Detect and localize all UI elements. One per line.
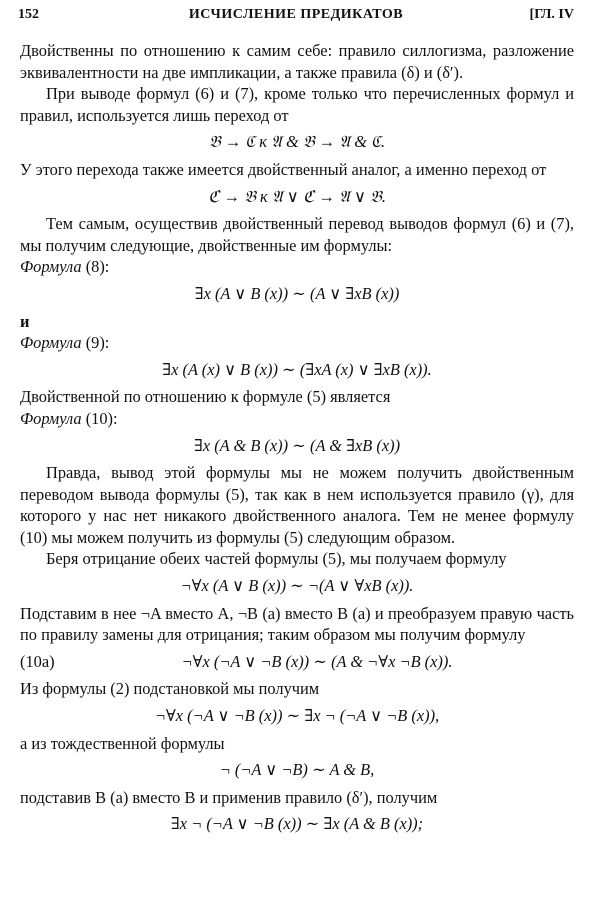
paragraph-dual-translation: Тем самым, осуществив двойственный перевод выводов формул (6) и (7), мы получим следующие, двойственные им формулы: [20, 214, 574, 255]
chapter-marker: [ГЛ. IV [529, 7, 574, 22]
formula-8-label: Формула (8): [20, 257, 110, 277]
formula-10a-row [20, 651, 574, 673]
paragraph-from-formula-2: Из формулы (2) подстановкой мы получим [20, 679, 320, 699]
conjunction-and: и [20, 311, 30, 331]
paragraph-duality-rules: Двойственны по отношению к самим себе: правило силлогизма, разложение эквивалентности на две импликации, а также правила (δ) и (δ′). [20, 41, 574, 82]
formula-from-2: ¬∀x (¬A ∨ ¬B (x)) ∼ ∃x ¬ (¬A ∨ ¬B (x)), [154, 706, 440, 726]
formula-negated-5: ¬∀x (A ∨ B (x)) ∼ ¬(A ∨ ∀xB (x)). [180, 576, 414, 596]
formula-identity: ¬ (¬A ∨ ¬B) ∼ A & B, [219, 760, 375, 780]
formula-dual-transition: ℭ → 𝔅 к 𝔄 ∨ ℭ → 𝔄 ∨ 𝔅. [208, 186, 386, 206]
paragraph-negation: Беря отрицание обеих частей формулы (5), мы получаем формулу [46, 549, 507, 569]
formula-transition: 𝔅 → ℭ к 𝔄 & 𝔅 → 𝔄 & ℭ. [208, 132, 386, 152]
page-number: 152 [18, 7, 39, 22]
paragraph-dual-of-5: Двойственной по отношению к формуле (5) является [20, 387, 391, 407]
formula-9: ∃x (A (x) ∨ B (x)) ∼ (∃xA (x) ∨ ∃xB (x)). [162, 359, 432, 379]
formula-10a-label: (10a) [20, 651, 55, 671]
formula-9-label: Формула (9): [20, 333, 110, 353]
paragraph-identity: а из тождественной формулы [20, 733, 225, 753]
paragraph-no-dual-rule: Правда, вывод этой формулы мы не можем получить двойственным переводом вывода формулы (5), так как в нем используется правило (γ), для которого у нас нет никакого двойственного аналога. Тем не менее формулу (10) мы можем получить из формулы (5) следующим образом. [20, 463, 574, 547]
page-body [20, 40, 574, 841]
running-title: ИСЧИСЛЕНИЕ ПРЕДИКАТОВ [188, 7, 404, 22]
paragraph-dual-analog: У этого перехода также имеется двойственный аналог, а именно переход от [20, 159, 547, 179]
formula-10a: ¬∀x (¬A ∨ ¬B (x)) ∼ (A & ¬∀x ¬B (x)). [181, 651, 453, 671]
running-header [18, 4, 574, 24]
formula-10-label: Формула (10): [20, 408, 118, 428]
formula-result: ∃x ¬ (¬A ∨ ¬B (x)) ∼ ∃x (A & B (x)); [170, 814, 424, 834]
formula-10: ∃x (A & B (x)) ∼ (A & ∃xB (x)) [193, 435, 401, 455]
paragraph-derivation: При выводе формул (6) и (7), кроме только что перечисленных формул и правил, используется лишь переход от [20, 84, 574, 125]
formula-8: ∃x (A ∨ B (x)) ∼ (A ∨ ∃xB (x)) [194, 283, 400, 303]
paragraph-apply-rule: подставив B (a) вместо B и применив правило (δ′), получим [20, 787, 438, 807]
paragraph-substitution: Подставим в нее ¬A вместо A, ¬B (a) вместо B (a) и преобразуем правую часть по правилу замены для отрицания; таким образом мы получим формулу [20, 603, 574, 645]
